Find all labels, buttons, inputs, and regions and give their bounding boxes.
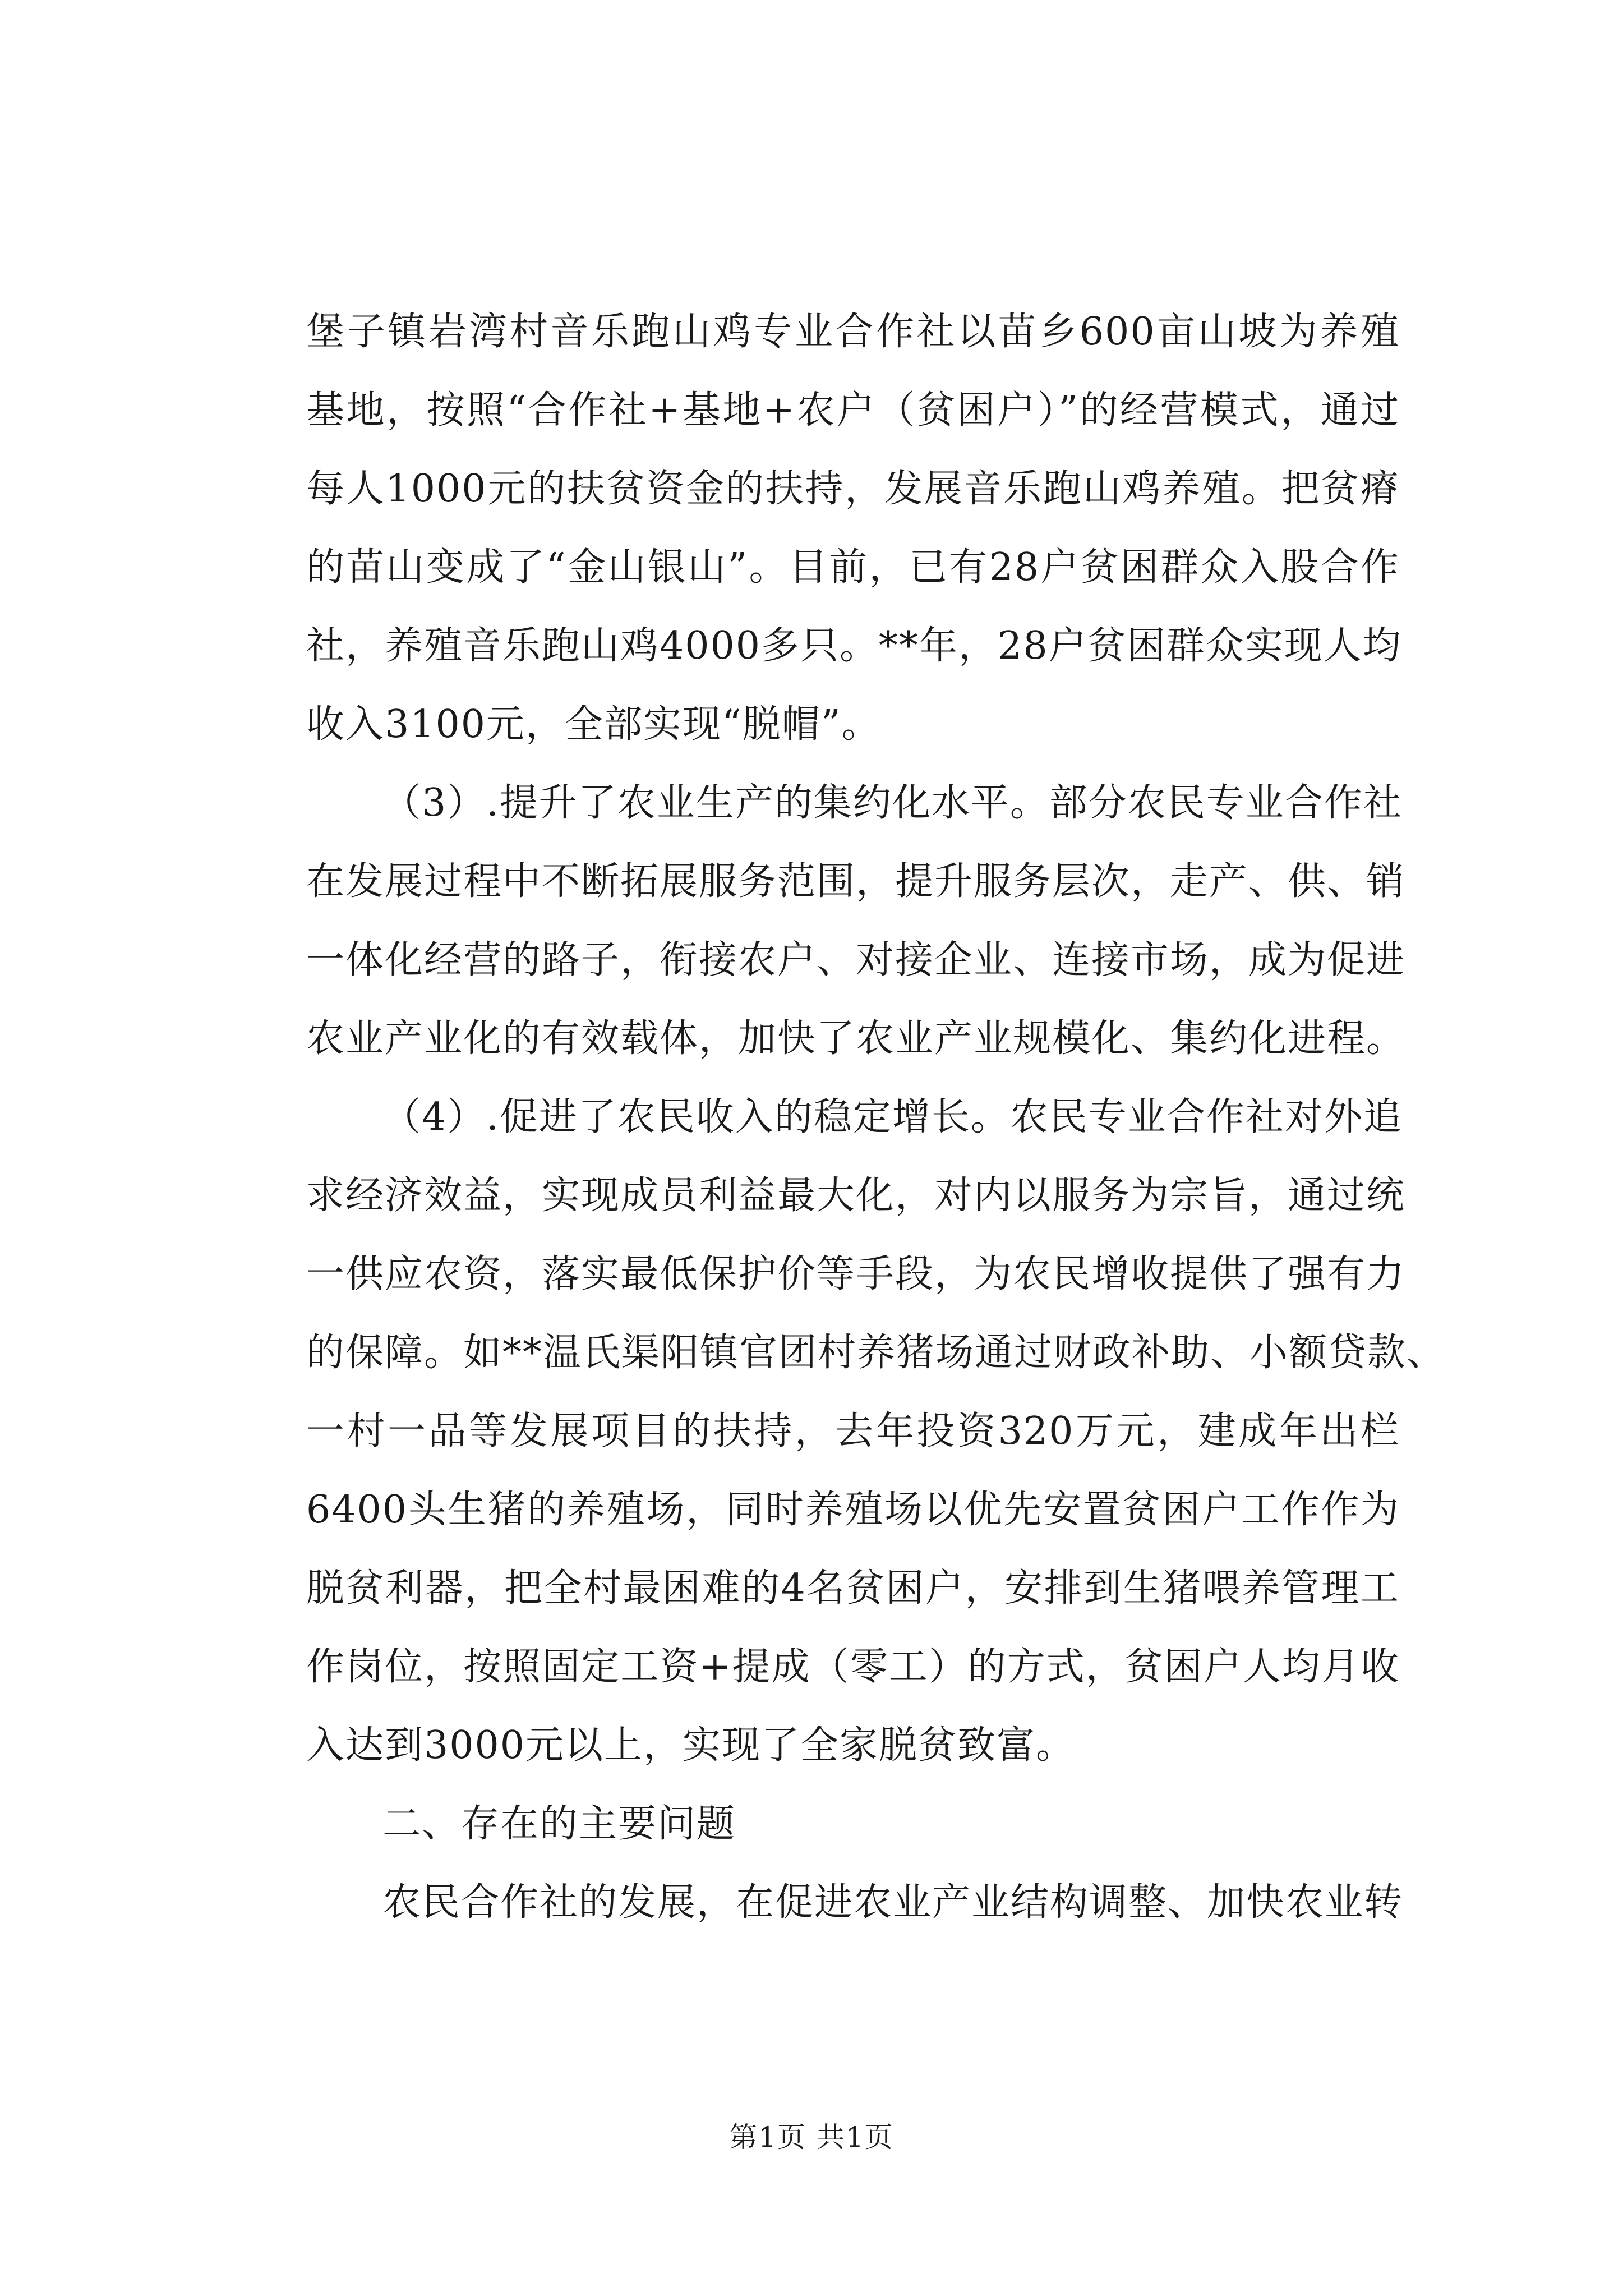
text-line: 入达到3000元以上，实现了全家脱贫致富。 [306,1723,1076,1768]
text-line: 农民合作社的发展，在促进农业产业结构调整、加快农业转 [382,1880,1404,1925]
text-line: 每人1000元的扶贫资金的扶持，发展音乐跑山鸡养殖。把贫瘠 [306,467,1400,511]
text-line: 堡子镇岩湾村音乐跑山鸡专业合作社以苗乡600亩山坡为养殖 [306,310,1400,354]
text-line: 脱贫利器，把全村最困难的4名贫困户，安排到生猪喂养管理工 [306,1566,1400,1611]
text-line: 在发展过程中不断拓展服务范围，提升服务层次，走产、供、销 [306,859,1406,904]
text-line: 的苗山变成了“金山银山”。目前，已有28户贫困群众入股合作 [306,545,1400,590]
text-line: 一供应农资，落实最低保护价等手段，为农民增收提供了强有力 [306,1252,1406,1296]
section-heading: 二、存在的主要问题 [382,1802,736,1846]
text-line: 农业产业化的有效载体，加快了农业产业规模化、集约化进程。 [306,1016,1406,1061]
text-line: 作岗位，按照固定工资+提成（零工）的方式，贫困户人均月收 [306,1645,1400,1689]
text-line: 社，养殖音乐跑山鸡4000多只。**年，28户贫困群众实现人均 [306,624,1402,668]
page-footer: 第1页 共1页 [729,2121,894,2154]
text-line: 一体化经营的路子，衔接农户、对接企业、连接市场，成为促进 [306,938,1406,982]
text-line: 基地，按照“合作社+基地+农户（贫困户）”的经营模式，通过 [306,388,1400,432]
text-line: 6400头生猪的养殖场，同时养殖场以优先安置贫困户工作作为 [306,1488,1400,1532]
text-line: 一村一品等发展项目的扶持，去年投资320万元，建成年出栏 [306,1409,1400,1453]
paragraph-heading-4: （4）.促进了农民收入的稳定增长。农民专业合作社对外追 [382,1095,1403,1139]
text-line: 收入3100元，全部实现“脱帽”。 [306,702,881,747]
text-line: 的保障。如**温氏渠阳镇官团村养猪场通过财政补助、小额贷款、 [306,1331,1446,1375]
paragraph-heading-3: （3）.提升了农业生产的集约化水平。部分农民专业合作社 [382,781,1403,825]
text-line: 求经济效益，实现成员利益最大化，对内以服务为宗旨，通过统 [306,1174,1406,1218]
body-text [306,293,1446,1942]
